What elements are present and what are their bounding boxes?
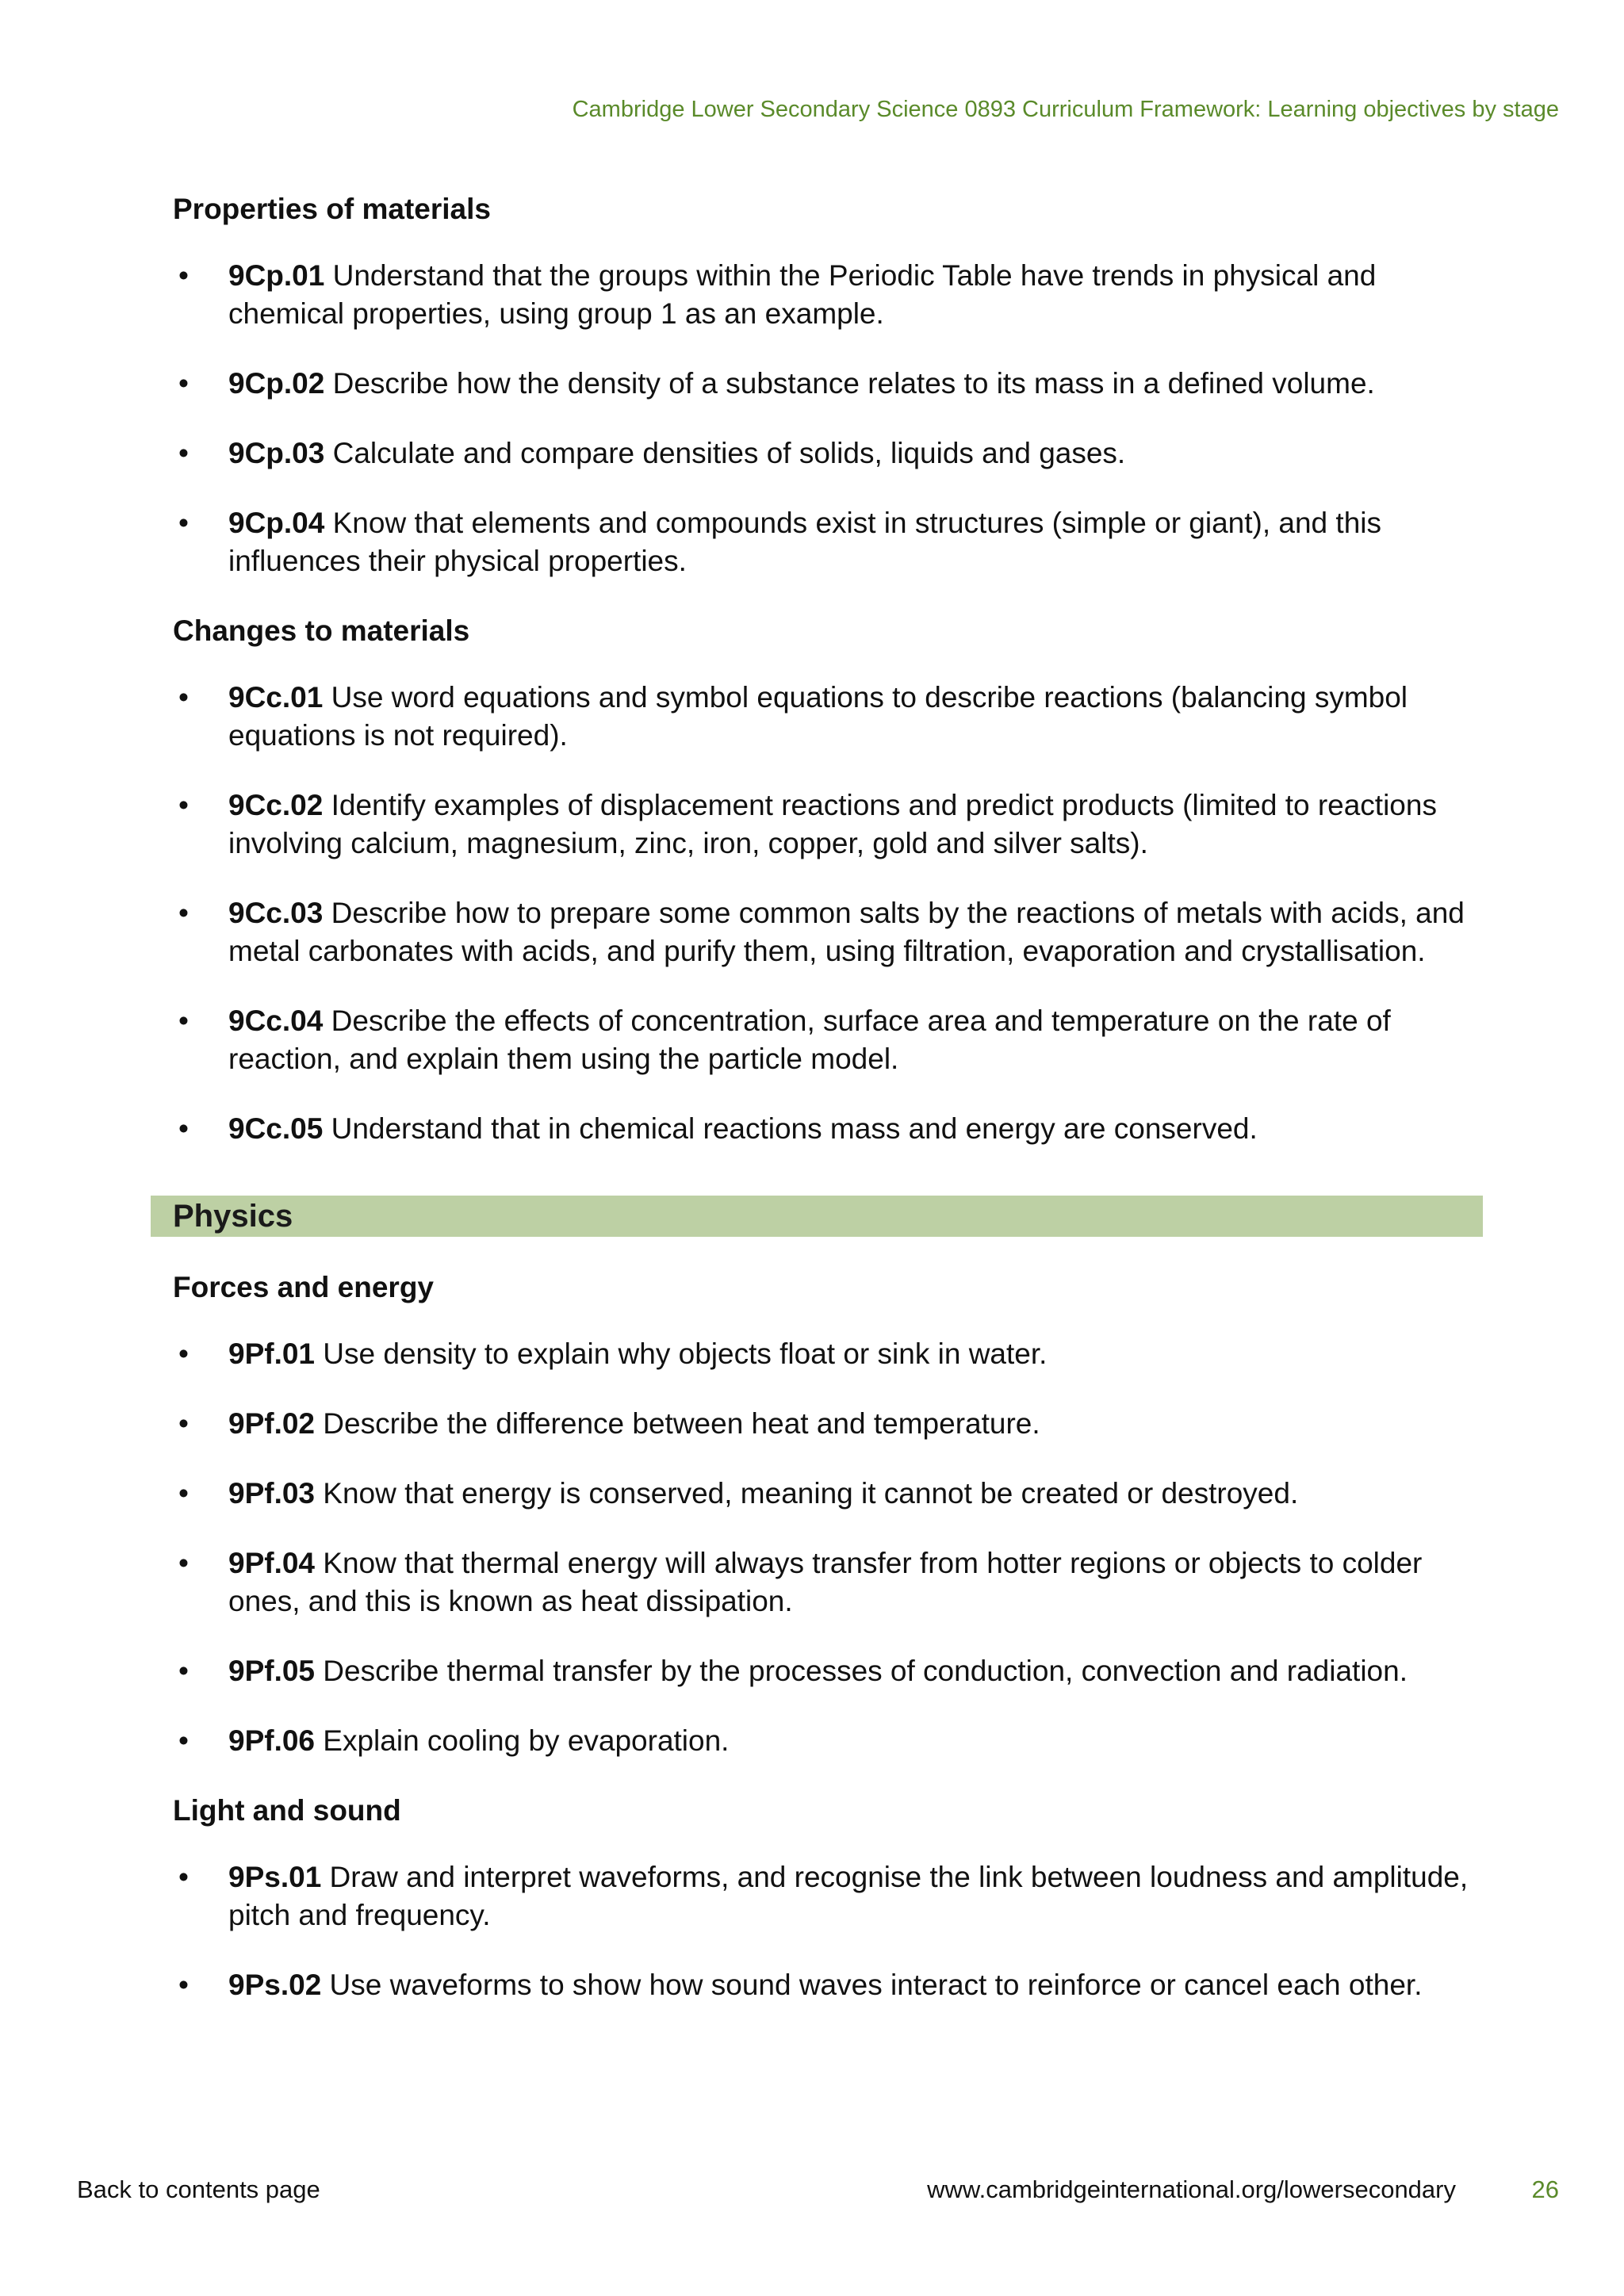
bullet-icon: • bbox=[178, 1655, 189, 1687]
objective-list-light-sound bbox=[173, 1858, 1481, 2004]
objective-code: 9Ps.01 bbox=[228, 1861, 322, 1893]
list-item bbox=[173, 1858, 1481, 1934]
list-item bbox=[173, 1652, 1481, 1690]
bullet-icon: • bbox=[178, 789, 189, 821]
list-item bbox=[173, 257, 1481, 333]
list-item bbox=[173, 1544, 1481, 1621]
page-content bbox=[173, 190, 1481, 2036]
list-item bbox=[173, 1110, 1481, 1148]
objective-text: Explain cooling by evaporation. bbox=[315, 1724, 730, 1757]
objective-code: 9Cp.01 bbox=[228, 259, 325, 292]
objective-text: Know that thermal energy will always transfer from hotter regions or objects to colder ones, and this is known as heat dissipation. bbox=[228, 1547, 1423, 1617]
section-title: Physics bbox=[173, 1198, 293, 1234]
objective-text: Understand that the groups within the Periodic Table have trends in physical and chemical properties, using group 1 as an example. bbox=[228, 259, 1377, 330]
list-item bbox=[173, 786, 1481, 863]
objective-code: 9Cc.01 bbox=[228, 681, 324, 714]
list-item bbox=[173, 1335, 1481, 1373]
bullet-icon: • bbox=[178, 259, 189, 292]
objective-text: Use waveforms to show how sound waves interact to reinforce or cancel each other. bbox=[321, 1969, 1423, 2001]
bullet-icon: • bbox=[178, 681, 189, 714]
list-item bbox=[173, 504, 1481, 580]
objective-text: Use density to explain why objects float or sink in water. bbox=[315, 1337, 1048, 1370]
objective-text: Draw and interpret waveforms, and recognise the link between loudness and amplitude, pitch and frequency. bbox=[228, 1861, 1469, 1931]
objective-code: 9Pf.06 bbox=[228, 1724, 316, 1757]
bullet-icon: • bbox=[178, 437, 189, 469]
bullet-icon: • bbox=[178, 507, 189, 539]
list-item bbox=[173, 1405, 1481, 1443]
bullet-icon: • bbox=[178, 1724, 189, 1757]
objective-text: Calculate and compare densities of solids, liquids and gases. bbox=[324, 437, 1126, 469]
bullet-icon: • bbox=[178, 1477, 189, 1510]
objective-code: 9Cc.05 bbox=[228, 1112, 324, 1145]
running-header: Cambridge Lower Secondary Science 0893 Curriculum Framework: Learning objectives by stage bbox=[572, 97, 1559, 122]
list-item bbox=[173, 365, 1481, 403]
subheading-changes-to-materials: Changes to materials bbox=[173, 614, 470, 647]
objective-list-properties bbox=[173, 257, 1481, 580]
objective-code: 9Ps.02 bbox=[228, 1969, 322, 2001]
subheading-forces-and-energy: Forces and energy bbox=[173, 1271, 435, 1303]
bullet-icon: • bbox=[178, 1337, 189, 1370]
list-item bbox=[173, 1722, 1481, 1760]
objective-code: 9Cc.03 bbox=[228, 897, 324, 929]
objective-text: Use word equations and symbol equations to describe reactions (balancing symbol equations is not required). bbox=[228, 681, 1408, 752]
bullet-icon: • bbox=[178, 1861, 189, 1893]
list-item bbox=[173, 1966, 1481, 2004]
objective-code: 9Cp.04 bbox=[228, 507, 325, 539]
footer-url-link[interactable]: www.cambridgeinternational.org/lowersecondary bbox=[927, 2175, 1456, 2203]
objective-code: 9Cp.03 bbox=[228, 437, 325, 469]
objective-code: 9Pf.05 bbox=[228, 1655, 316, 1687]
bullet-icon: • bbox=[178, 1547, 189, 1579]
objective-text: Describe how to prepare some common salts by the reactions of metals with acids, and metal carbonates with acids, and purify them, using filtration, evaporation and crystallisation. bbox=[228, 897, 1465, 967]
bullet-icon: • bbox=[178, 1407, 189, 1440]
bullet-icon: • bbox=[178, 1112, 189, 1145]
objective-code: 9Pf.01 bbox=[228, 1337, 316, 1370]
objective-code: 9Cc.04 bbox=[228, 1004, 324, 1037]
objective-text: Know that elements and compounds exist in structures (simple or giant), and this influences their physical properties. bbox=[228, 507, 1381, 577]
list-item bbox=[173, 1002, 1481, 1078]
objective-text: Know that energy is conserved, meaning it cannot be created or destroyed. bbox=[315, 1477, 1299, 1510]
objective-code: 9Cp.02 bbox=[228, 367, 325, 400]
objective-code: 9Pf.04 bbox=[228, 1547, 316, 1579]
back-to-contents-link[interactable]: Back to contents page bbox=[77, 2175, 320, 2203]
objective-list-changes bbox=[173, 679, 1481, 1148]
subheading-light-and-sound: Light and sound bbox=[173, 1794, 401, 1827]
bullet-icon: • bbox=[178, 1969, 189, 2001]
objective-text: Describe thermal transfer by the processes of conduction, convection and radiation. bbox=[315, 1655, 1408, 1687]
section-bar-physics bbox=[151, 1196, 1483, 1237]
objective-text: Describe the difference between heat and temperature. bbox=[315, 1407, 1040, 1440]
list-item bbox=[173, 679, 1481, 755]
subheading-properties-of-materials: Properties of materials bbox=[173, 193, 491, 225]
objective-text: Identify examples of displacement reactions and predict products (limited to reactions involving calcium, magnesium, zinc, iron, copper, gold and silver salts). bbox=[228, 789, 1437, 859]
objective-code: 9Cc.02 bbox=[228, 789, 324, 821]
page-number: 26 bbox=[1531, 2175, 1559, 2203]
bullet-icon: • bbox=[178, 367, 189, 400]
objective-code: 9Pf.03 bbox=[228, 1477, 316, 1510]
objective-text: Describe the effects of concentration, surface area and temperature on the rate of reaction, and explain them using the particle model. bbox=[228, 1004, 1391, 1075]
objective-text: Describe how the density of a substance relates to its mass in a defined volume. bbox=[324, 367, 1375, 400]
list-item bbox=[173, 434, 1481, 473]
bullet-icon: • bbox=[178, 1004, 189, 1037]
objective-code: 9Pf.02 bbox=[228, 1407, 316, 1440]
list-item bbox=[173, 894, 1481, 970]
objective-text: Understand that in chemical reactions mass and energy are conserved. bbox=[323, 1112, 1258, 1145]
objective-list-forces bbox=[173, 1335, 1481, 1760]
list-item bbox=[173, 1475, 1481, 1513]
bullet-icon: • bbox=[178, 897, 189, 929]
